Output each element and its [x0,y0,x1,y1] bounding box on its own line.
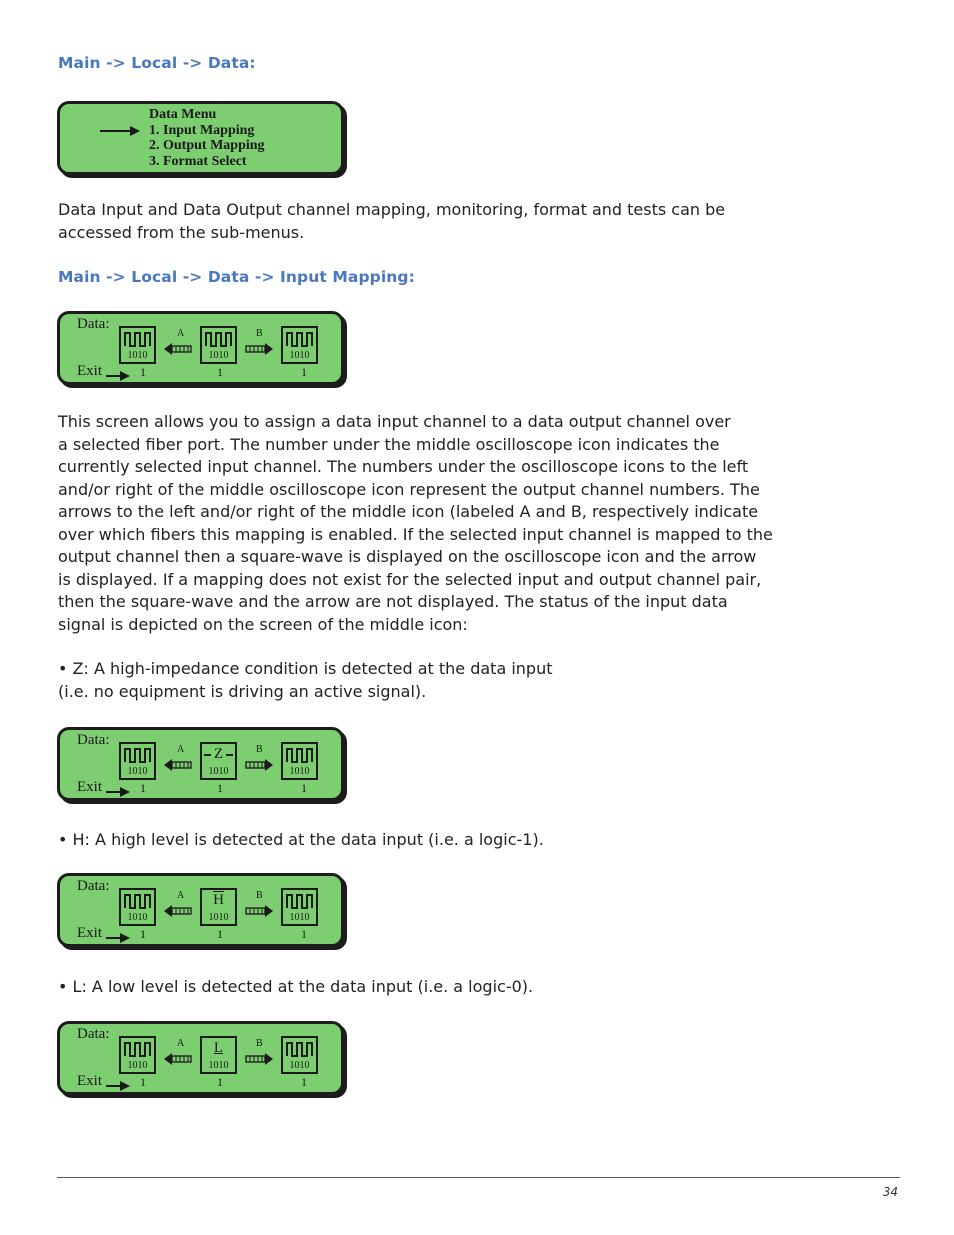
fiber-b-label: B [256,744,263,755]
input-channel: 1 [217,365,223,379]
square-wave-icon [286,1041,313,1057]
exit-label[interactable]: Exit [77,925,102,941]
footer-divider [57,1177,900,1178]
scope-caption: 1010 [127,1060,148,1071]
intro-paragraph: Data Input and Data Output channel mapping, monitoring, format and tests can be accessed from the sub-menus. [58,200,726,242]
status-letter-h: $\overline{H}$ [213,892,224,908]
menu-item-output-mapping[interactable]: 2. Output Mapping [149,138,265,154]
scope-caption: 1010 [127,766,148,777]
fiber-a-label: A [177,328,185,339]
scope-caption: 1010 [127,912,148,923]
output-scope-right-icon [281,742,318,780]
status-letter-z: Z [213,746,224,762]
fiber-a-label: A [177,1038,185,1049]
exit-label[interactable]: Exit [77,363,102,379]
page-number: 34 [882,1185,898,1199]
output-scope-left-icon [119,1036,156,1074]
fiber-a-arrow-icon [164,342,192,356]
input-scope-middle-icon [200,888,237,926]
fiber-b-arrow-icon [245,904,273,918]
input-scope-middle-icon [200,326,237,364]
menu-title: Data Menu [149,107,217,122]
data-label: Data: [77,1026,110,1042]
scope-caption: 1010 [289,766,310,777]
fiber-b-label: B [256,1038,263,1049]
fiber-b-arrow-icon [245,758,273,772]
fiber-a-label: A [177,890,185,901]
exit-arrow-icon [106,786,130,798]
fiber-b-arrow-icon [245,1052,273,1066]
scope-caption: 1010 [289,1060,310,1071]
square-wave-icon [124,1041,151,1057]
fiber-a-label: A [177,744,185,755]
output-channel-right: 1 [301,927,307,941]
status-h-text: • H: A high level is detected at the data input (i.e. a logic-1). [58,830,544,849]
status-l-text: • L: A low level is detected at the data input (i.e. a logic-0). [58,977,534,996]
square-wave-icon [124,747,151,763]
output-scope-left-icon [119,888,156,926]
section-heading-data-menu: Main -> Local -> Data: [58,54,256,72]
data-label: Data: [77,878,110,894]
status-letter-l: L [213,1040,224,1056]
input-channel: 1 [217,781,223,795]
status-z-text: • Z: A high-impedance condition is detected at the data input (i.e. no equipment is driving an active signal). [58,659,553,701]
square-wave-icon [286,747,313,763]
output-channel-left: 1 [140,781,146,795]
data-menu-screen [57,101,344,175]
description-paragraph: This screen allows you to assign a data input channel to a data output channel over a selected fiber port. The number under the middle oscilloscope icon indicates the currently selected input channel. The numbers under the oscilloscope icons to the left and/or right of the middle oscilloscope icon represent the output channel numbers. The arrows to the left and/or right of the middle icon (labeled A and B, respectively indicate over which fibers this mapping is enabled. If the selected input channel is mapped to the output channel then a square-wave is displayed on the oscilloscope icon and the arrow is displayed. If a mapping does not exist for the selected input and output channel pair, then the square-wave and the arrow are not displayed. The status of the input data signal is depicted on the screen of the middle icon: [58,412,773,634]
scope-caption: 1010 [208,766,229,777]
input-mapping-screen-h [57,873,344,947]
square-wave-icon [286,893,313,909]
data-menu-list [149,107,265,169]
exit-arrow-icon [106,932,130,944]
output-scope-right-icon [281,1036,318,1074]
exit-label[interactable]: Exit [77,779,102,795]
input-scope-middle-icon [200,742,237,780]
input-mapping-screen [57,311,344,385]
output-scope-left-icon [119,326,156,364]
square-wave-icon [124,893,151,909]
fiber-b-label: B [256,328,263,339]
input-mapping-screen-l [57,1021,344,1095]
square-wave-icon [124,331,151,347]
exit-label[interactable]: Exit [77,1073,102,1089]
output-channel-left: 1 [140,927,146,941]
selection-arrow-icon [100,125,140,137]
scope-caption: 1010 [289,912,310,923]
data-label: Data: [77,316,110,332]
output-scope-right-icon [281,326,318,364]
scope-caption: 1010 [127,350,148,361]
fiber-b-label: B [256,890,263,901]
scope-caption: 1010 [208,1060,229,1071]
section-heading-input-mapping: Main -> Local -> Data -> Input Mapping: [58,268,415,286]
output-scope-right-icon [281,888,318,926]
scope-caption: 1010 [208,350,229,361]
input-channel: 1 [217,927,223,941]
fiber-a-arrow-icon [164,1052,192,1066]
output-channel-right: 1 [301,1075,307,1089]
exit-arrow-icon [106,370,130,382]
output-channel-right: 1 [301,365,307,379]
fiber-a-arrow-icon [164,758,192,772]
input-mapping-screen-z [57,727,344,801]
scope-caption: 1010 [289,350,310,361]
input-channel: 1 [217,1075,223,1089]
square-wave-icon [205,331,232,347]
input-scope-middle-icon [200,1036,237,1074]
square-wave-icon [286,331,313,347]
fiber-b-arrow-icon [245,342,273,356]
output-scope-left-icon [119,742,156,780]
output-channel-left: 1 [140,365,146,379]
menu-item-format-select[interactable]: 3. Format Select [149,153,247,169]
fiber-a-arrow-icon [164,904,192,918]
exit-arrow-icon [106,1080,130,1092]
output-channel-right: 1 [301,781,307,795]
scope-caption: 1010 [208,912,229,923]
data-label: Data: [77,732,110,748]
menu-item-input-mapping[interactable]: 1. Input Mapping [149,122,255,138]
output-channel-left: 1 [140,1075,146,1089]
